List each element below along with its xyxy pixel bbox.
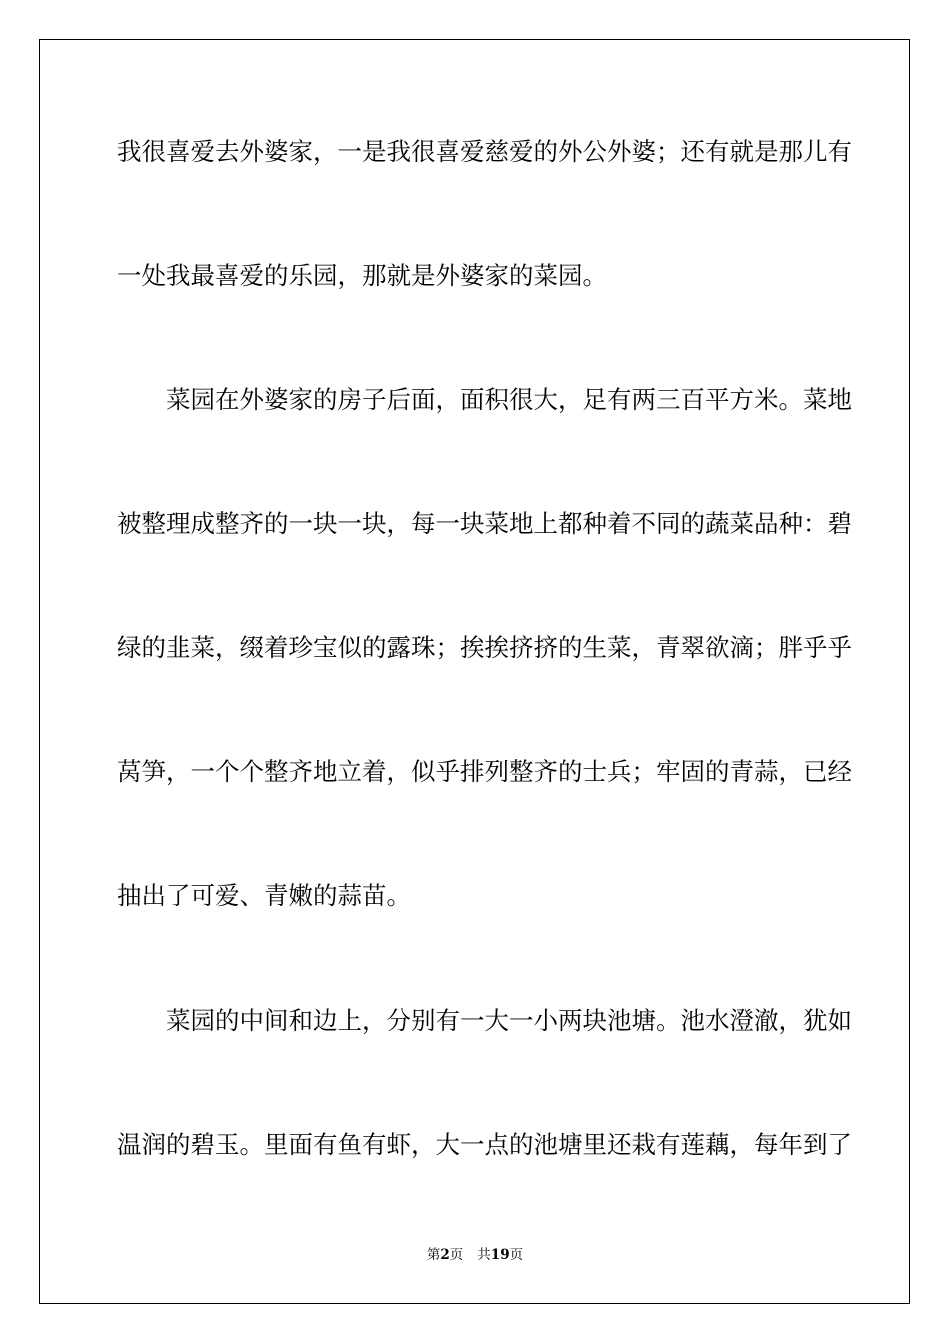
footer-total-suffix: 页 xyxy=(509,1247,524,1263)
paragraph-3-line-1: 菜园的中间和边上，分别有一大一小两块池塘。池水澄澈，犹如 xyxy=(117,1006,852,1035)
paragraph-3-line-2: 温润的碧玉。里面有鱼有虾，大一点的池塘里还栽有莲藕，每年到了 xyxy=(117,1130,852,1159)
paragraph-2-line-1: 菜园在外婆家的房子后面，面积很大，足有两三百平方米。菜地 xyxy=(117,385,852,414)
paragraph-2-line-4: 莴笋，一个个整齐地立着，似乎排列整齐的士兵；牢固的青蒜，已经 xyxy=(117,757,852,786)
footer-page-suffix: 页 xyxy=(449,1247,464,1263)
paragraph-2-line-2: 被整理成整齐的一块一块，每一块菜地上都种着不同的蔬菜品种：碧 xyxy=(117,509,852,538)
footer-total-prefix: 共 xyxy=(477,1247,491,1263)
footer-page-total: 19 xyxy=(490,1247,510,1263)
paragraph-1-line-1: 我很喜爱去外婆家，一是我很喜爱慈爱的外公外婆；还有就是那儿有 xyxy=(117,137,852,166)
page-footer xyxy=(0,1246,950,1264)
footer-page-current: 2 xyxy=(440,1247,450,1263)
paragraph-1-line-2: 一处我最喜爱的乐园，那就是外婆家的菜园。 xyxy=(117,261,607,290)
footer-page-prefix: 第 xyxy=(426,1247,441,1263)
paragraph-2-line-5: 抽出了可爱、青嫩的蒜苗。 xyxy=(117,881,411,910)
paragraph-2-line-3: 绿的韭菜，缀着珍宝似的露珠；挨挨挤挤的生菜，青翠欲滴；胖乎乎 xyxy=(117,633,852,662)
page-border xyxy=(39,39,910,1304)
